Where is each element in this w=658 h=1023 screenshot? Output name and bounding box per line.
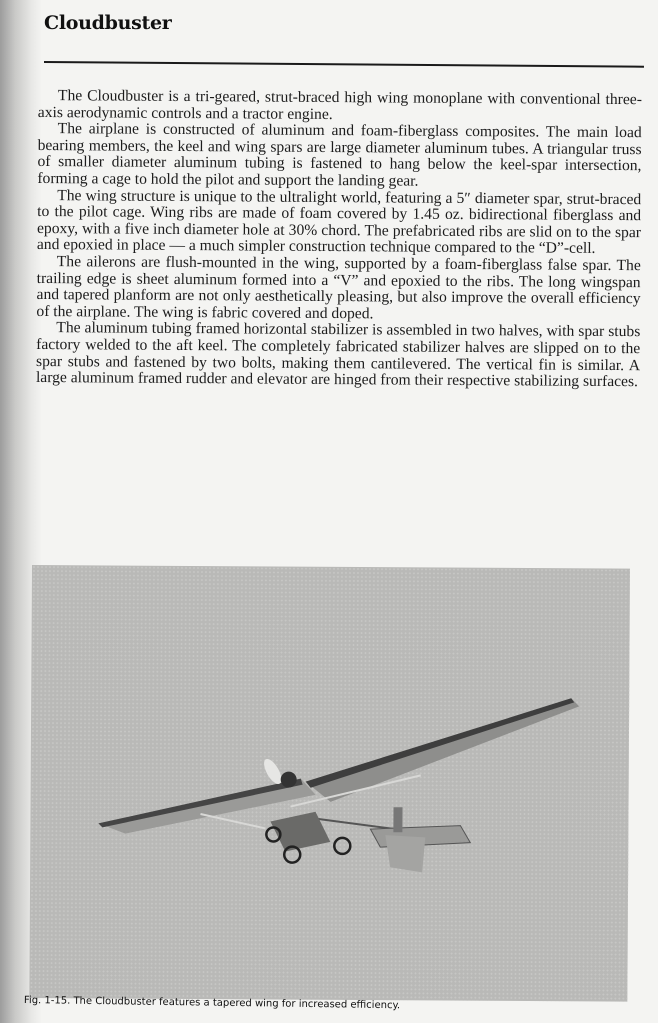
page-title: Cloudbuster — [44, 12, 172, 34]
wheel — [334, 838, 350, 854]
paragraph: The wing structure is unique to the ultralight world, featuring a 5″ diameter spar, strut-braced to the pilot cage. Wing ribs are made of foam covered by 1.45 oz. bidirectional fiberglass and epoxy, with a five inch diameter hole at 30% chord. The prefabricated ribs are slid on to the spar and epoxied in place — a much simpler construction technique compared to the “D”-cell. — [36, 186, 642, 258]
aircraft-photo — [29, 565, 630, 1002]
article-body — [36, 88, 642, 391]
paragraph: The Cloudbuster is a tri-geared, strut-braced high wing monoplane with conventional three-axis aerodynamic controls and a tractor engine. — [37, 87, 642, 123]
title-divider — [44, 61, 644, 68]
aircraft-illustration — [29, 565, 630, 1002]
paragraph: The ailerons are flush-mounted in the wing, supported by a foam-fiberglass false spar. The trailing edge is sheet aluminum formed into a “V” and epoxied to the ribs. The long wingspan and tapered planform are not only aesthetically pleasing, but also improve the overall efficiency of the airplane. The wing is fabric covered and doped. — [36, 253, 641, 323]
paragraph: The aluminum tubing framed horizontal stabilizer is assembled in two halves, with spar stubs factory welded to the aft keel. The completely fabricated stabilizer halves are slipped on to the spar stubs and fastened by two bolts, making them cantilevered. The vertical fin is similar. A large aluminum framed rudder and elevator are hinged from their respective stabilizing surfaces. — [35, 319, 641, 391]
paragraph: The airplane is constructed of aluminum and foam-fiberglass composites. The main load bearing members, the keel and wing spars are large diameter aluminum tubes. A triangular truss of smaller diameter aluminum tubing is fastened to hang below the keel-spar intersection, forming a cage to hold the pilot and support the landing gear. — [37, 120, 642, 190]
vertical-fin — [393, 807, 402, 832]
engine — [281, 772, 297, 788]
figure-caption: Fig. 1-15. The Cloudbuster features a tapered wing for increased efficiency. — [23, 995, 401, 1012]
